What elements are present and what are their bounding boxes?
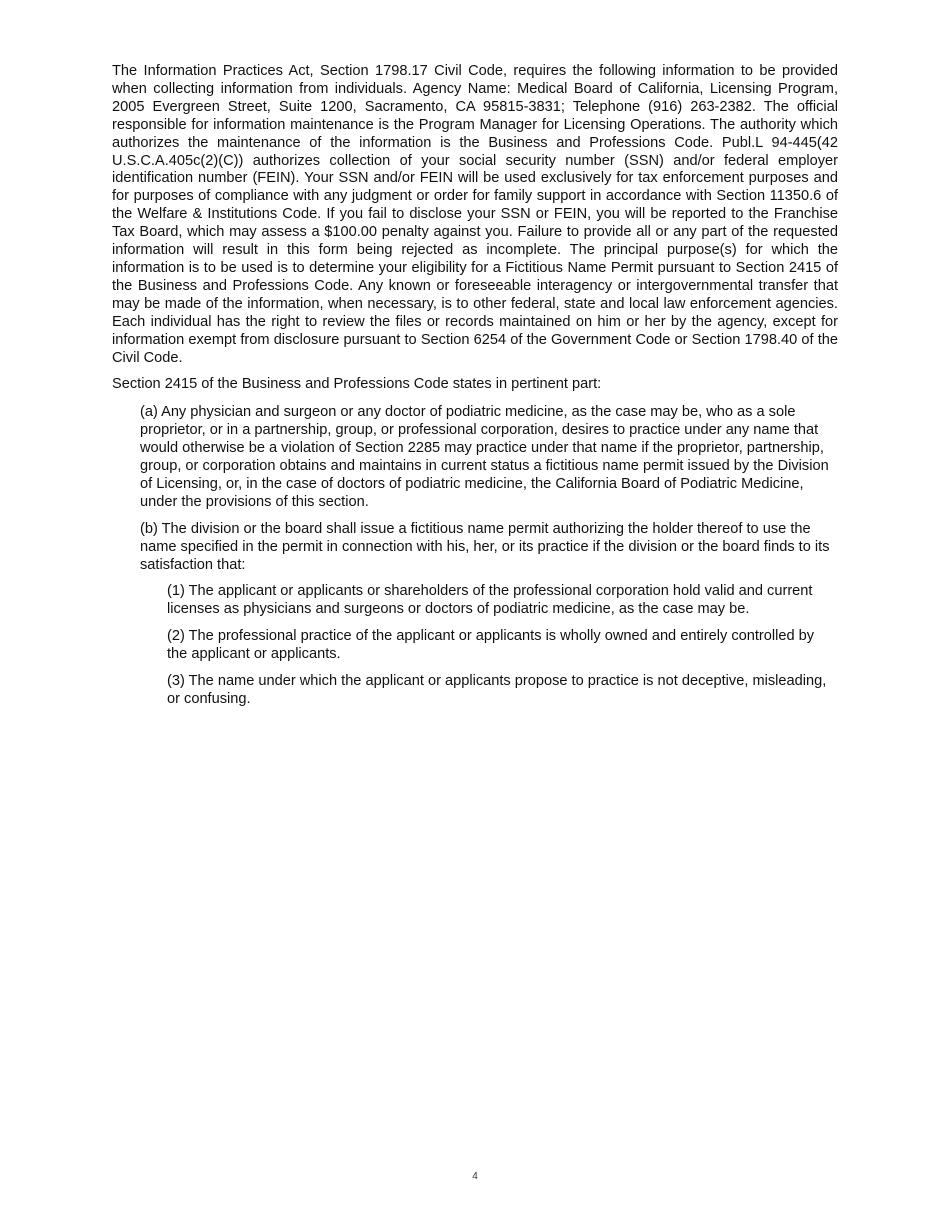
list-item-3: (3) The name under which the applicant or applicants propose to practice is not deceptive, misleading, or confusing. [167,673,827,707]
list-item-2: (2) The professional practice of the applicant or applicants is wholly owned and entirely controlled by the applicant or applicants. [167,628,815,663]
privacy-notice-paragraph: The Information Practices Act, Section 1798.17 Civil Code, requires the following information to be provided when collecting information from individuals. Agency Name: Medical Board of California, Licensing Program, 2005 Evergreen Street, Suite 1200, Sacramento, CA 95815-3831; Telephone (916) 263-2382. The official responsible for information maintenance is the Program Manager for Licensing Operations. The authority which authorizes the maintenance of the information is the Business and Professions Code. Publ.L 94-445(42 U.S.C.A.405c(2)(C)) authorizes collection of your social security number (SSN) and/or federal employer identification number (FEIN). Your SSN and/or FEIN will be used exclusively for tax enforcement purposes and for purposes of compliance with any judgment or order for family support in accordance with Section 11350.6 of the Welfare & Institutions Code. If you fail to disclose your SSN or FEIN, you will be reported to the Franchise Tax Board, which may assess a $100.00 penalty against you. Failure to provide all or any part of the requested information will result in this form being rejected as incomplete. The principal purpose(s) for which the information is to be used is to determine your eligibility for a Fictitious Name Permit pursuant to Section 2415 of the Business and Professions Code. Any known or foreseeable interagency or intergovernmental transfer that may be made of the information, when necessary, is to other federal, state and local law enforcement agencies. Each individual has the right to review the files or records maintained on him or her by the agency, except for information exempt from disclosure pursuant to Section 6254 of the Government Code or Section 1798.40 of the Civil Code. [112,63,838,366]
subsection-a: (a) Any physician and surgeon or any doctor of podiatric medicine, as the case may be, who as a sole proprietor, or in a partnership, group, or professional corporation, desires to practice under any name that would otherwise be a violation of Section 2285 may practice under that name if the proprietor, partnership, group, or corporation obtains and maintains in current status a fictitious name permit issued by the Division of Licensing, or, in the case of doctors of podiatric medicine, the California Board of Podiatric Medicine, under the provisions of this section. [140,404,829,510]
section-2415-intro: Section 2415 of the Business and Professions Code states in pertinent part: [112,376,602,393]
page-number: 4 [472,1171,478,1182]
list-item-1: (1) The applicant or applicants or shareholders of the professional corporation hold valid and current licenses as physicians and surgeons or doctors of podiatric medicine, as the case may be. [167,583,813,618]
document-body [112,63,838,718]
subsection-b: (b) The division or the board shall issue a fictitious name permit authorizing the holder thereof to use the name specified in the permit in connection with his, her, or its practice if the division or the board finds to its satisfaction that: [140,520,830,573]
